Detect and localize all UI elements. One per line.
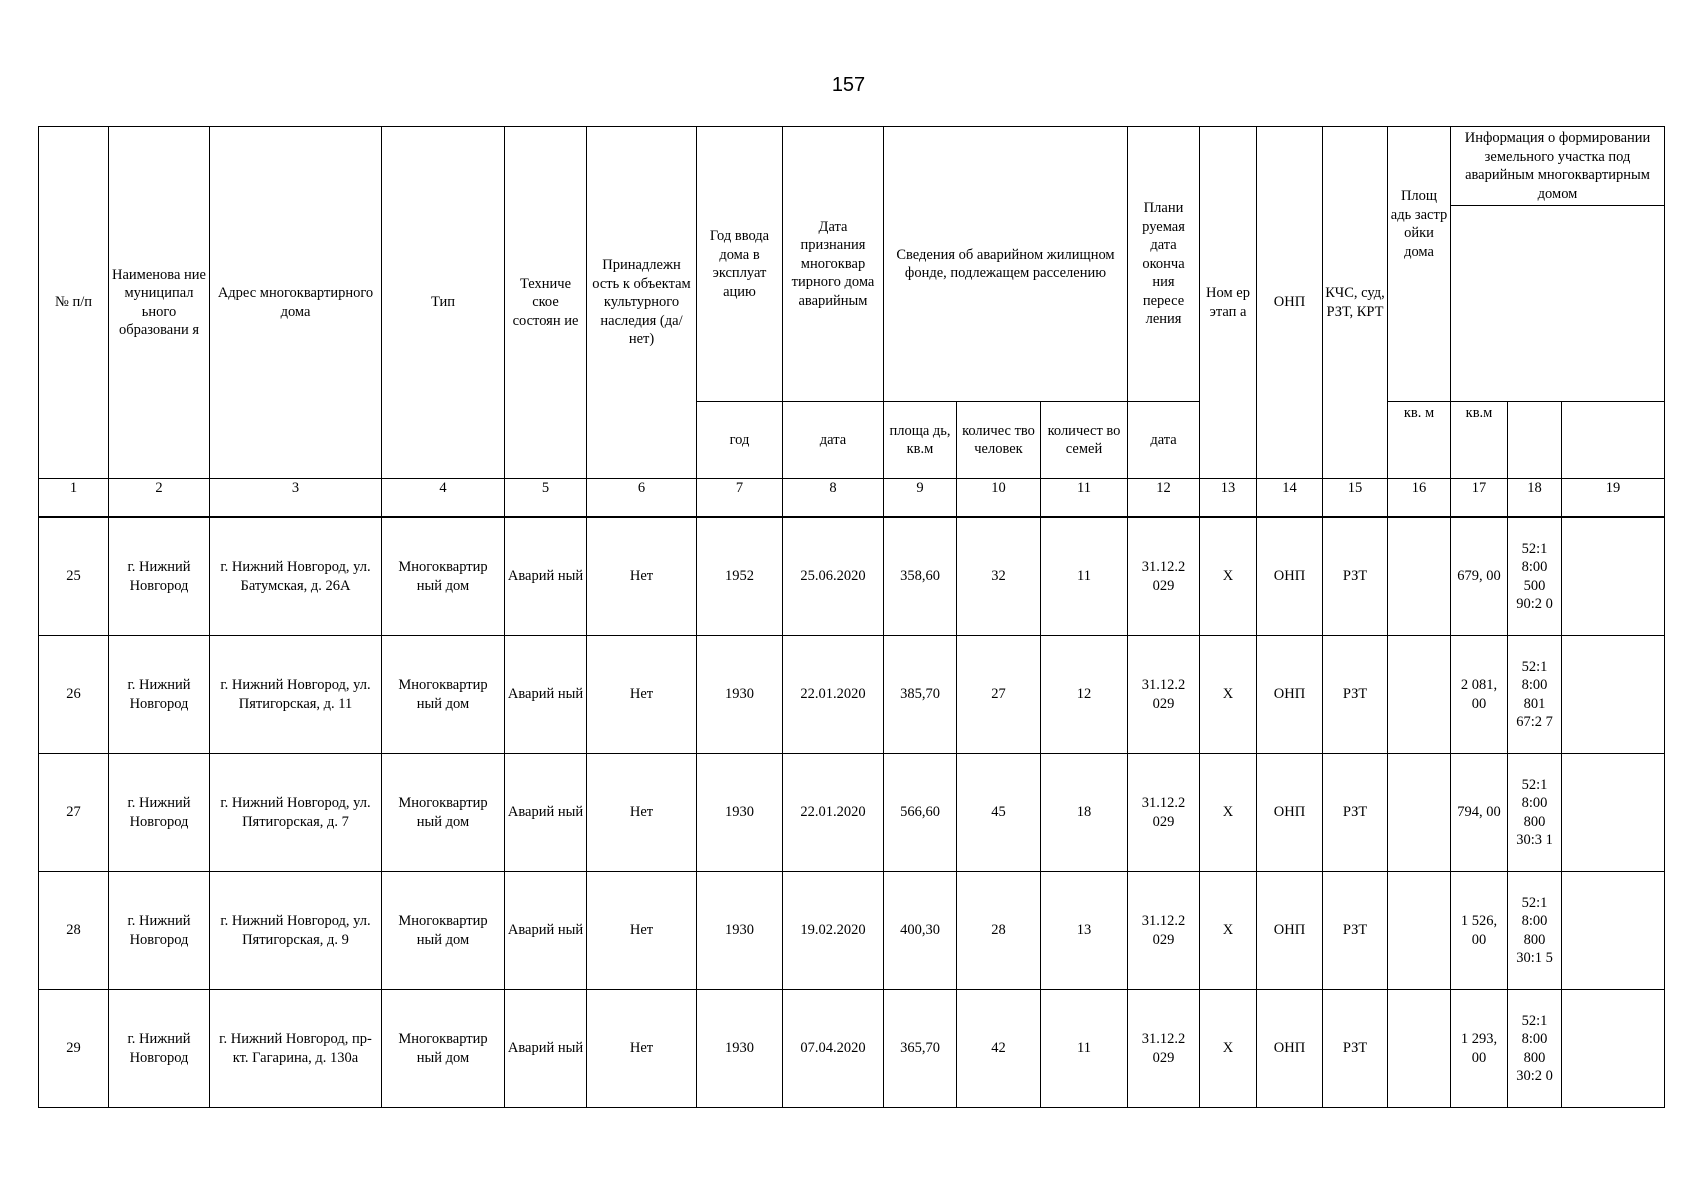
table-row [39,990,1665,1108]
plot-area-cell: 1 293, 00 [1451,990,1508,1108]
kchs-cell: РЗТ [1323,636,1388,754]
people-count-cell: 45 [957,754,1041,872]
technical-state-cell: Аварий ный [505,990,587,1108]
year-commissioned-cell: 1952 [697,518,783,636]
cultural-heritage-cell: Нет [587,872,697,990]
area-cell: 400,30 [884,872,957,990]
column-number: 18 [1508,479,1562,517]
plot-characteristic-cell [1562,636,1665,754]
stage-number-cell: Х [1200,754,1257,872]
header-year-commissioned: Год ввода дома в эксплуат ацию [697,127,783,402]
column-number: 13 [1200,479,1257,517]
column-number: 17 [1451,479,1508,517]
people-count-cell: 27 [957,636,1041,754]
cultural-heritage-cell: Нет [587,518,697,636]
header-planned-end-date: Плани руемая дата оконча ния пересе ления [1128,127,1200,402]
technical-state-cell: Аварий ный [505,754,587,872]
header-onp: ОНП [1257,127,1323,479]
plot-area-cell: 794, 00 [1451,754,1508,872]
building-type-cell: Многоквартир ный дом [382,636,505,754]
cultural-heritage-cell: Нет [587,990,697,1108]
header-row-main [39,127,1665,402]
municipality-cell: г. Нижний Новгород [109,990,210,1108]
stage-number-cell: Х [1200,636,1257,754]
area-cell: 358,60 [884,518,957,636]
column-number-row [39,479,1665,517]
plot-area-cell: 1 526, 00 [1451,872,1508,990]
subheader-planned-date: дата [1128,402,1200,479]
stage-number-cell: Х [1200,518,1257,636]
plot-area-cell: 679, 00 [1451,518,1508,636]
cadastral-number-cell: 52:1 8:00 800 30:2 0 [1508,990,1562,1108]
column-number: 10 [957,479,1041,517]
family-count-cell: 12 [1041,636,1128,754]
emergency-date-cell: 22.01.2020 [783,754,884,872]
plot-area-cell: 2 081, 00 [1451,636,1508,754]
table-body [39,518,1665,1108]
column-number: 14 [1257,479,1323,517]
column-number: 15 [1323,479,1388,517]
year-commissioned-cell: 1930 [697,872,783,990]
column-number: 9 [884,479,957,517]
kchs-cell: РЗТ [1323,754,1388,872]
family-count-cell: 18 [1041,754,1128,872]
row-number-cell: 28 [39,872,109,990]
plot-characteristic-cell [1562,990,1665,1108]
emergency-date-cell: 25.06.2020 [783,518,884,636]
building-type-cell: Многоквартир ный дом [382,518,505,636]
year-commissioned-cell: 1930 [697,754,783,872]
header-address: Адрес многоквартирного дома [210,127,382,479]
column-number: 2 [109,479,210,517]
municipality-cell: г. Нижний Новгород [109,754,210,872]
building-type-cell: Многоквартир ный дом [382,990,505,1108]
subheader-area: площа дь, кв.м [884,402,957,479]
cadastral-number-cell: 52:1 8:00 500 90:2 0 [1508,518,1562,636]
plot-characteristic-cell [1562,754,1665,872]
column-number: 19 [1562,479,1665,517]
year-commissioned-cell: 1930 [697,990,783,1108]
row-number-cell: 27 [39,754,109,872]
planned-end-date-cell: 31.12.2 029 [1128,990,1200,1108]
address-cell: г. Нижний Новгород, ул. Батумская, д. 26А [210,518,382,636]
subheader-building-area-unit: кв. м [1388,402,1451,479]
cadastral-number-cell: 52:1 8:00 800 30:1 5 [1508,872,1562,990]
row-number-cell: 25 [39,518,109,636]
subheader-characteristic-filler [1562,402,1665,479]
building-area-cell [1388,636,1451,754]
column-number: 4 [382,479,505,517]
municipality-cell: г. Нижний Новгород [109,518,210,636]
planned-end-date-cell: 31.12.2 029 [1128,872,1200,990]
header-stage-number: Ном ер этап а [1200,127,1257,479]
onp-cell: ОНП [1257,518,1323,636]
emergency-date-cell: 22.01.2020 [783,636,884,754]
cadastral-number-cell: 52:1 8:00 800 30:3 1 [1508,754,1562,872]
emergency-housing-table [38,126,1665,1108]
column-number: 8 [783,479,884,517]
building-area-cell [1388,872,1451,990]
planned-end-date-cell: 31.12.2 029 [1128,754,1200,872]
onp-cell: ОНП [1257,636,1323,754]
column-number: 5 [505,479,587,517]
header-municipality: Наименова ние муниципал ьного образовани я [109,127,210,479]
municipality-cell: г. Нижний Новгород [109,636,210,754]
column-number: 7 [697,479,783,517]
address-cell: г. Нижний Новгород, ул. Пятигорская, д. 9 [210,872,382,990]
address-cell: г. Нижний Новгород, пр-кт. Гагарина, д. 130а [210,990,382,1108]
subheader-family-count: количест во семей [1041,402,1128,479]
technical-state-cell: Аварий ный [505,872,587,990]
address-cell: г. Нижний Новгород, ул. Пятигорская, д. 7 [210,754,382,872]
table-row [39,518,1665,636]
page-number: 157 [831,74,866,96]
kchs-cell: РЗТ [1323,872,1388,990]
stage-number-cell: Х [1200,990,1257,1108]
cadastral-number-cell: 52:1 8:00 801 67:2 7 [1508,636,1562,754]
subheader-year: год [697,402,783,479]
technical-state-cell: Аварий ный [505,636,587,754]
family-count-cell: 11 [1041,518,1128,636]
municipality-cell: г. Нижний Новгород [109,872,210,990]
year-commissioned-cell: 1930 [697,636,783,754]
header-land-plot-info: Информация о формировании земельного участка под аварийным многоквартирным домом [1451,127,1664,206]
cultural-heritage-cell: Нет [587,754,697,872]
area-cell: 566,60 [884,754,957,872]
table-row [39,636,1665,754]
planned-end-date-cell: 31.12.2 029 [1128,518,1200,636]
header-emergency-date: Дата признания многоквар тирного дома аварийным [783,127,884,402]
cultural-heritage-cell: Нет [587,636,697,754]
stage-number-cell: Х [1200,872,1257,990]
column-number: 3 [210,479,382,517]
people-count-cell: 32 [957,518,1041,636]
building-type-cell: Многоквартир ный дом [382,872,505,990]
row-number-cell: 26 [39,636,109,754]
area-cell: 385,70 [884,636,957,754]
area-cell: 365,70 [884,990,957,1108]
row-number-cell: 29 [39,990,109,1108]
header-number: № п/п [39,127,109,479]
family-count-cell: 11 [1041,990,1128,1108]
onp-cell: ОНП [1257,872,1323,990]
header-building-area: Площ адь застр ойки дома [1388,127,1451,402]
kchs-cell: РЗТ [1323,990,1388,1108]
building-area-cell [1388,518,1451,636]
header-technical-state: Техниче ское состоян ие [505,127,587,479]
column-number: 16 [1388,479,1451,517]
subheader-cadastral-filler [1508,402,1562,479]
onp-cell: ОНП [1257,754,1323,872]
building-type-cell: Многоквартир ный дом [382,754,505,872]
address-cell: г. Нижний Новгород, ул. Пятигорская, д. 11 [210,636,382,754]
column-number: 6 [587,479,697,517]
people-count-cell: 42 [957,990,1041,1108]
table-row [39,872,1665,990]
emergency-date-cell: 07.04.2020 [783,990,884,1108]
header-emergency-fund-info: Сведения об аварийном жилищном фонде, подлежащем расселению [884,127,1128,402]
column-number: 11 [1041,479,1128,517]
subheader-people-count: количес тво человек [957,402,1041,479]
table-row [39,754,1665,872]
planned-end-date-cell: 31.12.2 029 [1128,636,1200,754]
subheader-date: дата [783,402,884,479]
people-count-cell: 28 [957,872,1041,990]
family-count-cell: 13 [1041,872,1128,990]
header-kchs: КЧС, суд, РЗТ, КРТ [1323,127,1388,479]
plot-characteristic-cell [1562,872,1665,990]
building-area-cell [1388,990,1451,1108]
header-land-plot-group [1451,127,1665,402]
plot-characteristic-cell [1562,518,1665,636]
subheader-plot-area-unit: кв.м [1451,402,1508,479]
emergency-date-cell: 19.02.2020 [783,872,884,990]
kchs-cell: РЗТ [1323,518,1388,636]
header-cultural-heritage: Принадлежн ость к объектам культурного наследия (да/нет) [587,127,697,479]
column-number: 1 [39,479,109,517]
onp-cell: ОНП [1257,990,1323,1108]
column-number: 12 [1128,479,1200,517]
building-area-cell [1388,754,1451,872]
header-type: Тип [382,127,505,479]
technical-state-cell: Аварий ный [505,518,587,636]
